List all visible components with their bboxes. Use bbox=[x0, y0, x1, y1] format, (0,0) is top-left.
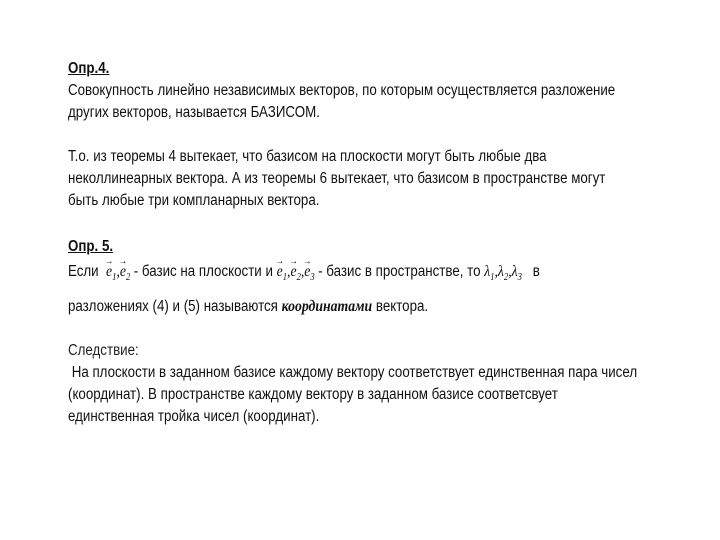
if-word: Если bbox=[68, 263, 99, 280]
definition-4-line-1: Совокупность линейно независимых векторов, по которым осуществляется разложение bbox=[68, 82, 616, 99]
definition-5-heading: Опр. 5. bbox=[68, 238, 114, 255]
definition-5 bbox=[68, 236, 661, 318]
plane-basis-text: - базис на плоскости и bbox=[133, 263, 273, 280]
plane-basis-formula: → $e_1,\to e_2$ bbox=[106, 263, 134, 280]
consequence-line-2: (координат). В пространстве каждому вектору в заданном базисе соответсвует bbox=[68, 386, 558, 404]
definition-4-heading: Опр.4. bbox=[68, 60, 110, 77]
consequence-title: Следствие: bbox=[68, 342, 139, 360]
vector-word: вектора. bbox=[375, 298, 429, 316]
space-basis-text: - базис в пространстве, то bbox=[318, 263, 481, 280]
consequence bbox=[68, 340, 661, 428]
lambda-coefficients: $\lambda_1,\lambda_2,\lambda_3$ bbox=[484, 263, 522, 284]
theorem-note-line-3: быть любые три компланарных вектора. bbox=[68, 192, 320, 209]
definition-4-line-2: других векторов, называется БАЗИСОМ. bbox=[68, 104, 320, 121]
in-word: в bbox=[532, 263, 540, 280]
coordinates-term: координатами bbox=[281, 298, 373, 316]
consequence-line-3: единственная тройка чисел (координат). bbox=[68, 408, 320, 426]
theorem-note bbox=[68, 146, 661, 212]
theorem-note-line-2: неколлинеарных вектора. А из теоремы 6 вытекает, что базисом в пространстве могут bbox=[68, 170, 606, 187]
expansions-text: разложениях (4) и (5) называются bbox=[68, 298, 278, 316]
definition-4 bbox=[68, 58, 661, 124]
consequence-line-1: На плоскости в заданном базисе каждому вектору соответствует единственная пара чисел bbox=[71, 364, 638, 382]
definition-5-line-2 bbox=[68, 296, 661, 318]
slide-content bbox=[68, 58, 661, 428]
theorem-note-line-1: Т.о. из теоремы 4 вытекает, что базисом на плоскости могут быть любые два bbox=[68, 148, 547, 165]
space-basis-formula: → $e_1,\to e_2,\to e_3$ bbox=[277, 263, 319, 280]
definition-5-line-1 bbox=[68, 258, 661, 292]
